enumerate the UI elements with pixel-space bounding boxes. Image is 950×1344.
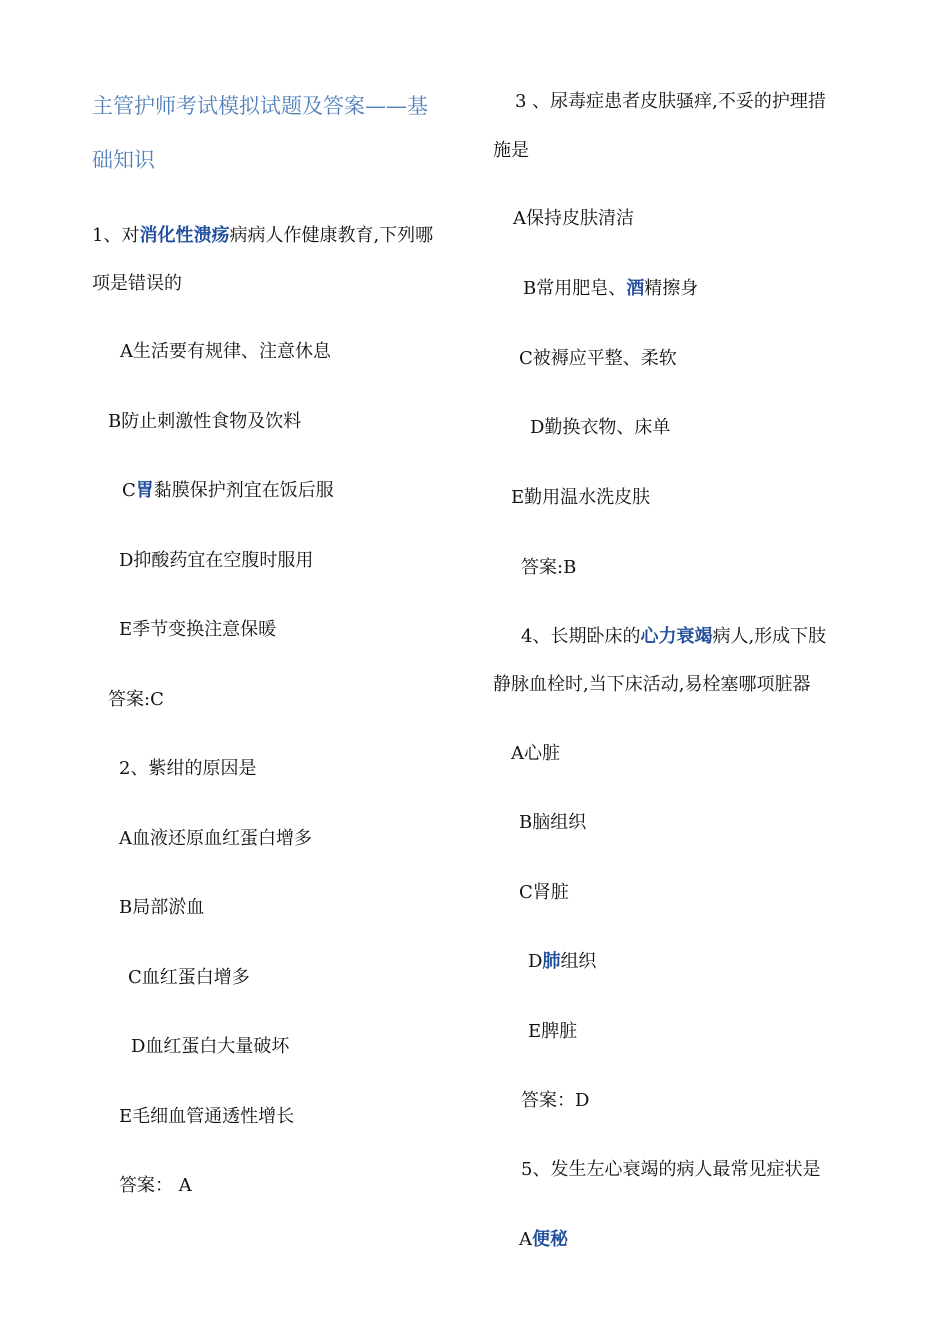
q1-option-c-highlight: 胃: [135, 480, 154, 501]
q4-option-a: A心脏: [511, 743, 560, 764]
q1-stem-line2: 项是错误的: [92, 273, 182, 294]
q1-highlight-term: 消化性溃疡: [139, 225, 230, 246]
q4-stem-line2: 静脉血栓时,当下床活动,易栓塞哪项脏器: [493, 674, 811, 695]
q4-stem-line1: 4、长期卧床的心力衰竭病人,形成下肢: [521, 626, 827, 647]
q1-option-b: B防止刺激性食物及饮料: [108, 411, 302, 432]
q2-option-e: E毛细血管通透性增长: [119, 1106, 295, 1127]
q2-option-d: D血红蛋白大量破坏: [131, 1036, 290, 1057]
q2-option-b: B局部淤血: [119, 897, 205, 918]
q3-option-c: C被褥应平整、柔软: [519, 348, 677, 369]
q4-option-b: B脑组织: [519, 812, 587, 833]
q2-option-a: A血液还原血红蛋白增多: [119, 828, 312, 849]
q5-option-a: A便秘: [519, 1229, 568, 1250]
q3-stem-line1: 3 、尿毒症患者皮肤骚痒,不妥的护理措: [515, 91, 826, 112]
q4-answer: 答案：D: [521, 1090, 590, 1111]
q1-option-a: A生活要有规律、注意休息: [120, 341, 331, 362]
q4-option-d: D肺组织: [528, 951, 597, 972]
q3-option-a: A保持皮肤清洁: [513, 208, 634, 229]
q2-answer: 答案： A: [119, 1175, 192, 1196]
q3-option-e: E勤用温水洗皮肤: [511, 487, 651, 508]
q2-stem: 2、紫绀的原因是: [119, 758, 257, 779]
q3-stem-line2: 施是: [493, 140, 529, 161]
q2-option-c: C血红蛋白增多: [128, 967, 250, 988]
q3-option-b-highlight: 酒: [626, 278, 645, 299]
q3-answer: 答案:B: [521, 557, 577, 578]
q4-option-c: C肾脏: [519, 882, 569, 903]
q1-option-e: E季节变换注意保暖: [119, 619, 277, 640]
q4-option-d-highlight: 肺: [542, 951, 561, 972]
document-title-line1: 主管护师考试模拟试题及答案——基: [92, 94, 428, 118]
q3-option-b: B常用肥皂、酒精擦身: [523, 278, 699, 299]
document-title-line2: 础知识: [92, 148, 155, 172]
q5-stem: 5、发生左心衰竭的病人最常见症状是: [521, 1159, 821, 1180]
q3-option-d: D勤换衣物、床单: [530, 417, 671, 438]
q1-stem-line1: 1、对消化性溃疡病病人作健康教育,下列哪: [92, 225, 434, 246]
q1-answer: 答案:C: [108, 689, 164, 710]
q1-option-c: C胃黏膜保护剂宜在饭后服: [122, 480, 334, 501]
q4-highlight-term: 心力衰竭: [640, 626, 713, 647]
q1-option-d: D抑酸药宜在空腹时服用: [119, 550, 314, 571]
q5-option-a-highlight: 便秘: [532, 1229, 568, 1250]
q4-option-e: E脾脏: [528, 1021, 578, 1042]
